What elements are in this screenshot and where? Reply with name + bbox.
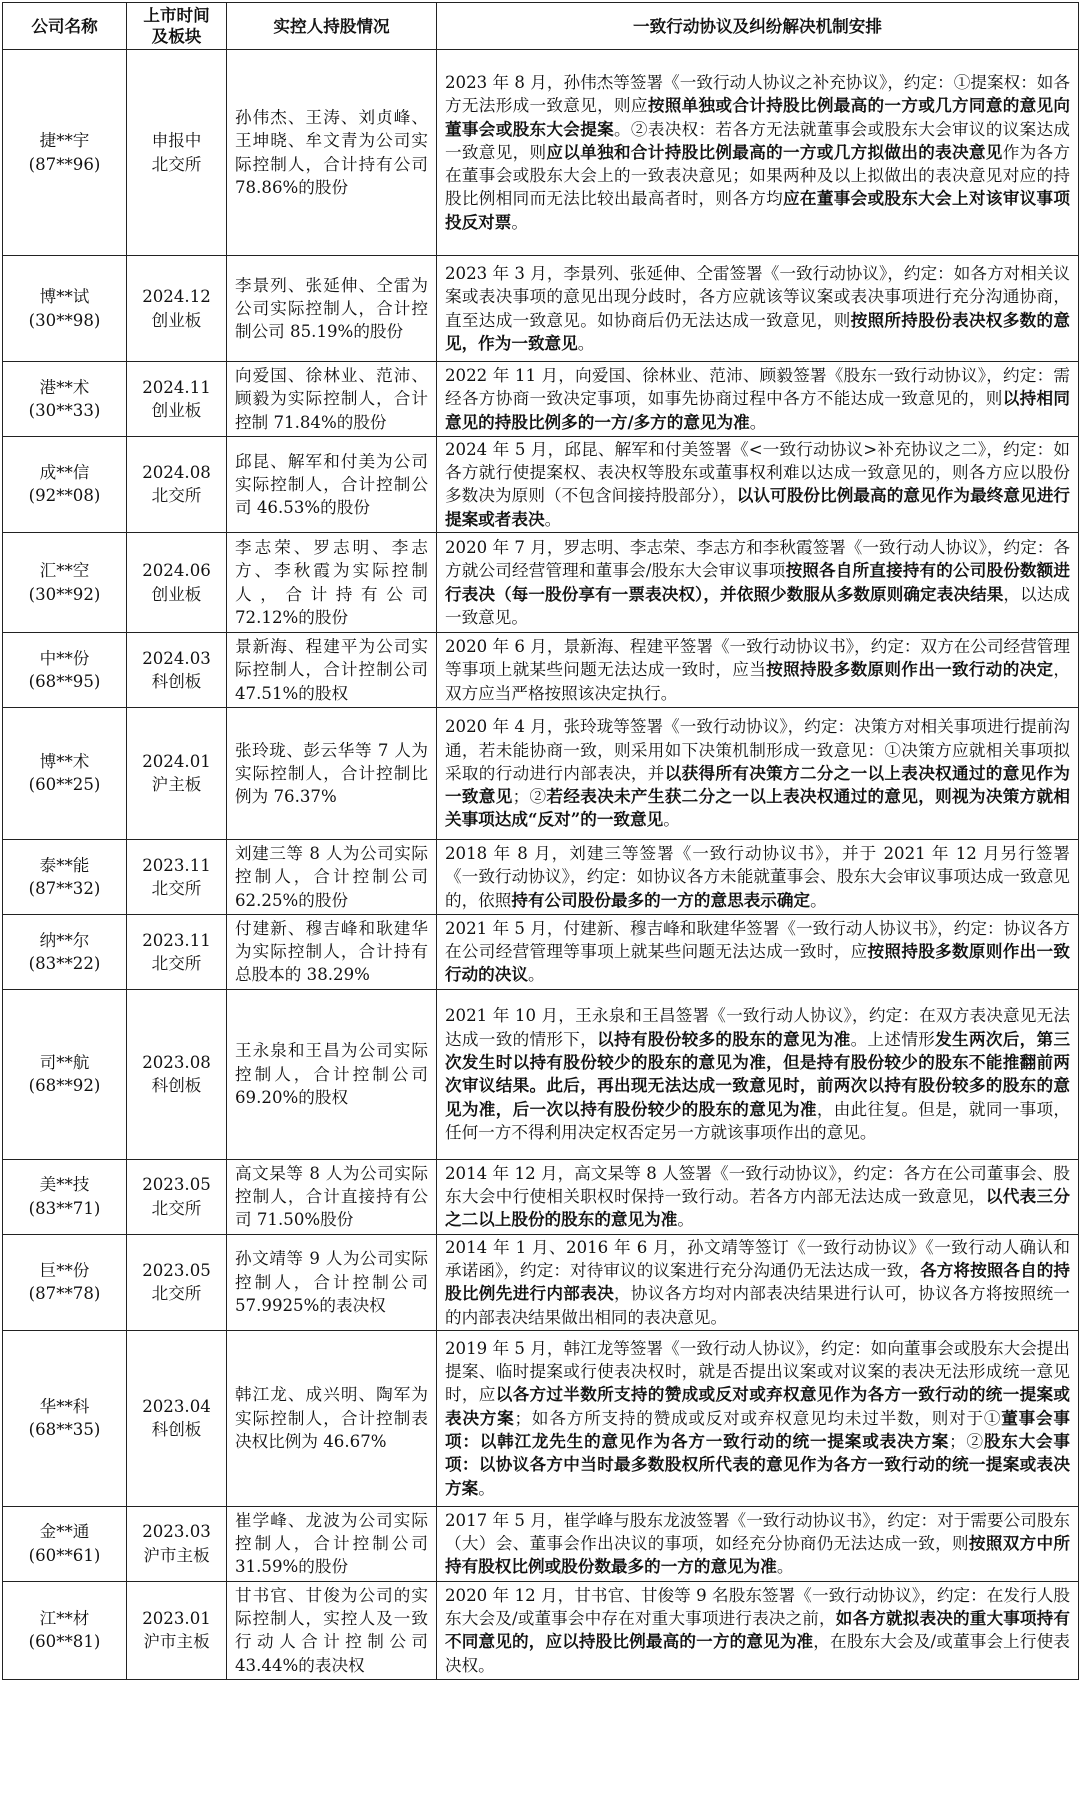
agreement-text: 2020 年 7 月，罗志明、李志荣、李志方和李秋霞签署《一致行动人协议》，约定：各方就公司经营管理和董事会/股东大会审议事项按照各自所直接持有的公司股份数额进行表决（每一股份享有一票表决权），并依照少数服从多数原则确定表决结果，以达成一致意见。: [437, 533, 1079, 633]
controller-holding: 高文杲等 8 人为公司实际控制人，合计直接持有公司 71.50%股份: [227, 1159, 437, 1234]
company-name: 江**材 (60**81): [3, 1581, 127, 1679]
listing-board: 2023.11 北交所: [127, 839, 227, 914]
listing-board: 2023.05 北交所: [127, 1234, 227, 1330]
controller-holding: 孙文靖等 9 人为公司实际控制人，合计控制公司 57.9925%的表决权: [227, 1234, 437, 1330]
controller-holding: 李景列、张延伸、仝雷为公司实际控制人，合计控制公司 85.19%的股份: [227, 256, 437, 362]
table-row: [3, 1506, 1079, 1581]
company-name: 成**信 (92**08): [3, 436, 127, 532]
agreement-text: 2018 年 8 月，刘建三等签署《一致行动协议书》，并于 2021 年 12 月另行签署《一致行动协议》，约定：如协议各方未能就董事会、股东大会审议事项达成一致意见的，依照持有公司股份最多的一方的意思表示确定。: [437, 839, 1079, 914]
agreement-text: 2020 年 4 月，张玲珑等签署《一致行动协议》，约定：决策方对相关事项进行提前沟通，若未能协商一致，则采用如下决策机制形成一致意见：①决策方应就相关事项拟采取的行动进行内部表决，并以获得所有决策方二分之一以上表决权通过的意见作为一致意见；②若经表决未产生获二分之一以上表决权通过的意见，则视为决策方就相关事项达成“反对”的一致意见。: [437, 707, 1079, 839]
company-name: 中**份 (68**95): [3, 633, 127, 708]
listing-board: 2023.01 沪市主板: [127, 1581, 227, 1679]
controller-holding: 甘书官、甘俊为公司的实际控制人，实控人及一致行动人合计控制公司 43.44%的表决权: [227, 1581, 437, 1679]
listing-board: 申报中 北交所: [127, 50, 227, 256]
listing-board: 2023.04 科创板: [127, 1330, 227, 1506]
company-name: 纳**尔 (83**22): [3, 914, 127, 989]
header-agreement: 一致行动协议及纠纷解决机制安排: [437, 3, 1079, 50]
table-row: [3, 256, 1079, 362]
controller-holding: 李志荣、罗志明、李志方、李秋霞为实际控制人，合计持有公司 72.12%的股份: [227, 533, 437, 633]
controller-holding: 景新海、程建平为公司实际控制人，合计控制公司 47.51%的股权: [227, 633, 437, 708]
header-company: 公司名称: [3, 3, 127, 50]
company-name: 美**技 (83**71): [3, 1159, 127, 1234]
table-row: [3, 436, 1079, 532]
agreement-text: 2014 年 12 月，高文杲等 8 人签署《一致行动协议》，约定：各方在公司董事会、股东大会中行使相关职权时保持一致行动。若各方内部无法达成一致意见，以代表三分之二以上股份的股东的意见为准。: [437, 1159, 1079, 1234]
controller-holding: 向爱国、徐林业、范沛、顾毅为实际控制人，合计控制 71.84%的股份: [227, 362, 437, 437]
table-row: [3, 362, 1079, 437]
table-row: [3, 707, 1079, 839]
listing-board: 2024.01 沪主板: [127, 707, 227, 839]
controller-holding: 邱昆、解军和付美为公司实际控制人，合计控制公司 46.53%的股份: [227, 436, 437, 532]
table-row: [3, 533, 1079, 633]
agreement-text: 2023 年 8 月，孙伟杰等签署《一致行动人协议之补充协议》，约定：①提案权：如各方无法形成一致意见，则应按照单独或合计持股比例最高的一方或几方同意的意见向董事会或股东大会提案。②表决权：若各方无法就董事会或股东大会审议的议案达成一致意见，则应以单独和合计持股比例最高的一方或几方拟做出的表决意见作为各方在董事会或股东大会上的一致表决意见；如果两种及以上拟做出的表决意见对应的持股比例相同而无法比较出最高者时，则各方均应在董事会或股东大会上对该审议事项投反对票。: [437, 50, 1079, 256]
controller-holding: 王永泉和王昌为公司实际控制人，合计控制公司 69.20%的股权: [227, 989, 437, 1159]
agreement-table: [2, 2, 1079, 1680]
controller-holding: 崔学峰、龙波为公司实际控制人，合计控制公司 31.59%的股份: [227, 1506, 437, 1581]
company-name: 港**术 (30**33): [3, 362, 127, 437]
table-row: [3, 839, 1079, 914]
agreement-text: 2019 年 5 月，韩江龙等签署《一致行动人协议》，约定：如向董事会或股东大会提出提案、临时提案或行使表决权时，就是否提出议案或对议案的表决无法形成统一意见时，应以各方过半数所支持的赞成或反对或弃权意见作为各方一致行动的统一提案或表决方案；如各方所支持的赞成或反对或弃权意见均未过半数，则对于①董事会事项：以韩江龙先生的意见作为各方一致行动的统一提案或表决方案；②股东大会事项：以协议各方中当时最多数股权所代表的意见作为各方一致行动的统一提案或表决方案。: [437, 1330, 1079, 1506]
table-row: [3, 1330, 1079, 1506]
controller-holding: 韩江龙、成兴明、陶军为实际控制人，合计控制表决权比例为 46.67%: [227, 1330, 437, 1506]
company-name: 汇**空 (30**92): [3, 533, 127, 633]
listing-board: 2024.03 科创板: [127, 633, 227, 708]
listing-board: 2023.11 北交所: [127, 914, 227, 989]
header-row: [3, 3, 1079, 50]
controller-holding: 付建新、穆吉峰和耿建华为实际控制人，合计持有总股本的 38.29%: [227, 914, 437, 989]
listing-board: 2024.12 创业板: [127, 256, 227, 362]
controller-holding: 孙伟杰、王涛、刘贞峰、王坤晓、牟文青为公司实际控制人，合计持有公司 78.86%的股份: [227, 50, 437, 256]
agreement-text: 2022 年 11 月，向爱国、徐林业、范沛、顾毅签署《股东一致行动协议》，约定：需经各方协商一致决定事项，如事先协商过程中各方不能达成一致意见的，则以持相同意见的持股比例多的一方/多方的意见为准。: [437, 362, 1079, 437]
listing-board: 2024.08 北交所: [127, 436, 227, 532]
agreement-text: 2021 年 10 月，王永泉和王昌签署《一致行动人协议》，约定：在双方表决意见无法达成一致的情形下，以持有股份较多的股东的意见为准。上述情形发生两次后，第三次发生时以持有股份较少的股东的意见为准，但是持有股份较少的股东不能推翻前两次审议结果。此后，再出现无法达成一致意见时，前两次以持有股份较多的股东的意见为准，后一次以持有股份较少的股东的意见为准，由此往复。但是，就同一事项，任何一方不得利用决定权否定另一方就该事项作出的意见。: [437, 989, 1079, 1159]
listing-board: 2023.03 沪市主板: [127, 1506, 227, 1581]
table-body: [3, 50, 1079, 1680]
table-row: [3, 1159, 1079, 1234]
table-row: [3, 1581, 1079, 1679]
agreement-text: 2020 年 12 月，甘书官、甘俊等 9 名股东签署《一致行动协议》，约定：在发行人股东大会及/或董事会中存在对重大事项进行表决之前，如各方就拟表决的重大事项持有不同意见的，应以持股比例最高的一方的意见为准，在股东大会及/或董事会上行使表决权。: [437, 1581, 1079, 1679]
listing-board: 2024.06 创业板: [127, 533, 227, 633]
table-row: [3, 914, 1079, 989]
listing-board: 2023.08 科创板: [127, 989, 227, 1159]
company-name: 金**通 (60**61): [3, 1506, 127, 1581]
table-row: [3, 1234, 1079, 1330]
controller-holding: 刘建三等 8 人为公司实际控制人，合计控制公司 62.25%的股份: [227, 839, 437, 914]
company-name: 博**试 (30**98): [3, 256, 127, 362]
agreement-text: 2024 年 5 月，邱昆、解军和付美签署《<一致行动协议>补充协议之二》，约定：如各方就行使提案权、表决权等股东或董事权利难以达成一致意见的，则各方应以股份多数决为原则（不包含间接持股部分），以认可股份比例最高的意见作为最终意见进行提案或者表决。: [437, 436, 1079, 532]
company-name: 捷**宇 (87**96): [3, 50, 127, 256]
table-row: [3, 633, 1079, 708]
table-row: [3, 50, 1079, 256]
agreement-text: 2023 年 3 月，李景列、张延伸、仝雷签署《一致行动协议》，约定：如各方对相关议案或表决事项的意见出现分歧时，各方应就该等议案或表决事项进行充分沟通协商，直至达成一致意见。如协商后仍无法达成一致意见，则按照所持股份表决权多数的意见，作为一致意见。: [437, 256, 1079, 362]
listing-board: 2023.05 北交所: [127, 1159, 227, 1234]
table-row: [3, 989, 1079, 1159]
company-name: 巨**份 (87**78): [3, 1234, 127, 1330]
listing-board: 2024.11 创业板: [127, 362, 227, 437]
controller-holding: 张玲珑、彭云华等 7 人为实际控制人，合计控制比例为 76.37%: [227, 707, 437, 839]
header-listing: 上市时间 及板块: [127, 3, 227, 50]
company-name: 司**航 (68**92): [3, 989, 127, 1159]
agreement-text: 2014 年 1 月、2016 年 6 月，孙文靖等签订《一致行动协议》《一致行动人确认和承诺函》，约定：对待审议的议案进行充分沟通仍无法达成一致，各方将按照各自的持股比例先进行内部表决，协议各方均对内部表决结果进行认可，协议各方将按照统一的内部表决结果做出相同的表决意见。: [437, 1234, 1079, 1330]
company-name: 博**术 (60**25): [3, 707, 127, 839]
company-name: 泰**能 (87**32): [3, 839, 127, 914]
company-name: 华**科 (68**35): [3, 1330, 127, 1506]
agreement-text: 2020 年 6 月，景新海、程建平签署《一致行动协议书》，约定：双方在公司经营管理等事项上就某些问题无法达成一致时，应当按照持股多数原则作出一致行动的决定，双方应当严格按照该决定执行。: [437, 633, 1079, 708]
agreement-text: 2017 年 5 月，崔学峰与股东龙波签署《一致行动协议书》，约定：对于需要公司股东（大）会、董事会作出决议的事项，如经充分协商仍无法达成一致，则按照双方中所持有股权比例或股份数最多的一方的意见为准。: [437, 1506, 1079, 1581]
agreement-text: 2021 年 5 月，付建新、穆吉峰和耿建华签署《一致行动人协议书》，约定：协议各方在公司经营管理等事项上就某些问题无法达成一致时，应按照持股多数原则作出一致行动的决议。: [437, 914, 1079, 989]
header-holder: 实控人持股情况: [227, 3, 437, 50]
